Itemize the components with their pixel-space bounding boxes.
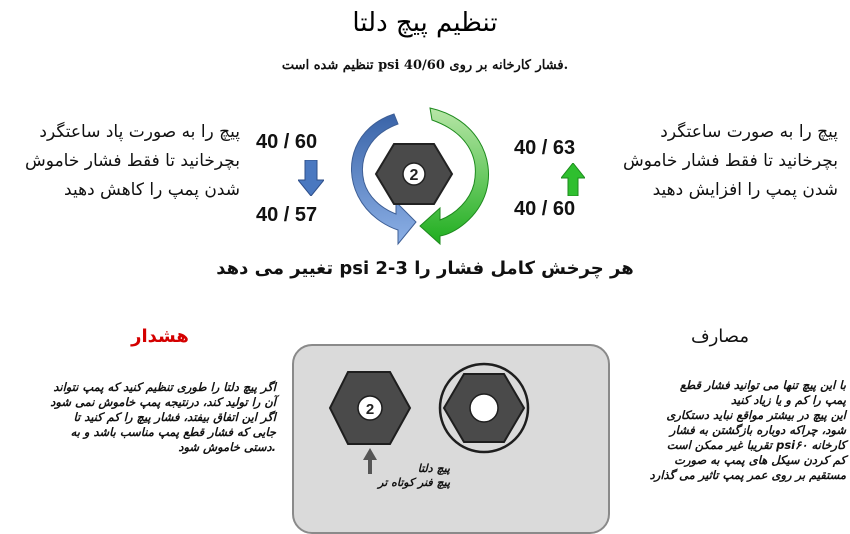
rotation-diagram bbox=[336, 104, 500, 246]
left-instruction-line: پیچ را به صورت پاد ساعتگرد bbox=[39, 122, 240, 142]
warning-line: .دستی خاموش شود bbox=[178, 440, 276, 454]
right-instruction-line: پیچ را به صورت ساعتگرد bbox=[660, 122, 838, 142]
usage-line: کارخانه psi۶۰ تقریبا غیر ممکن است bbox=[666, 438, 846, 452]
usage-line: مستقیم بر روی عمر پمپ تاثیر می گذارد bbox=[649, 468, 846, 482]
right-instruction-line: شدن پمپ را افزایش دهید bbox=[652, 180, 838, 200]
page-title: تنظیم پیچ دلتا bbox=[352, 8, 498, 38]
page-subtitle: .فشار کارخانه بر روی psi 40/60 تنظیم شده است bbox=[281, 58, 569, 73]
warning-line: اگر پیچ دلتا را طوری تنظیم کنید که پمپ نتواند bbox=[53, 380, 276, 394]
left-instruction-line: بچرخانید تا فقط فشار خاموش bbox=[25, 151, 240, 171]
usage-title: مصارف bbox=[690, 326, 750, 347]
down-arrow-icon bbox=[298, 160, 324, 196]
right-instructions bbox=[598, 118, 838, 205]
panel-label-line: پیچ فنر کوتاه تر bbox=[378, 476, 450, 489]
left-value-after: 40 / 57 bbox=[256, 204, 318, 226]
warning-line: اگر این اتفاق بیفتد، فشار پیچ را کم کنید تا bbox=[73, 410, 276, 424]
delta-screw-number: 2 bbox=[365, 401, 375, 418]
delta-screw-icon bbox=[328, 368, 412, 448]
warning-line: جایی که فشار قطع پمپ مناسب باشد و به bbox=[70, 425, 276, 439]
up-arrow-icon bbox=[561, 163, 585, 196]
right-value-after: 40 / 60 bbox=[514, 198, 576, 220]
left-value-before: 40 / 60 bbox=[256, 131, 318, 153]
panel-label-line: پیچ دلتا bbox=[417, 462, 450, 475]
usage-line: کم کردن سیکل های پمپ به صورت bbox=[674, 453, 846, 467]
left-instructions bbox=[10, 118, 240, 205]
rotation-caption: هر چرخش کامل فشار را psi 2-3 تغییر می دهد bbox=[216, 258, 634, 279]
usage-line: با این پیچ تنها می توانید فشار قطع bbox=[679, 378, 846, 392]
warning-text bbox=[6, 380, 276, 455]
left-instruction-line: شدن پمپ را کاهش دهید bbox=[64, 180, 240, 200]
right-value-before: 40 / 63 bbox=[514, 137, 576, 159]
usage-line: این پیچ در بیشتر مواقع نباید دستکاری bbox=[666, 408, 846, 422]
warning-line: آن را تولید کند، درنتیجه پمپ خاموش نمی شود bbox=[50, 395, 276, 409]
screw-number: 2 bbox=[409, 167, 419, 184]
spring-screw-icon bbox=[436, 360, 532, 456]
panel-label bbox=[330, 462, 450, 490]
warning-title: هشدار bbox=[131, 326, 189, 347]
usage-line: شود، چراکه دوباره بازگشتن به فشار bbox=[669, 423, 846, 437]
usage-line: پمپ را کم و یا زیاد کنید bbox=[730, 393, 846, 407]
right-instruction-line: بچرخانید تا فقط فشار خاموش bbox=[623, 151, 838, 171]
usage-text bbox=[612, 378, 846, 483]
